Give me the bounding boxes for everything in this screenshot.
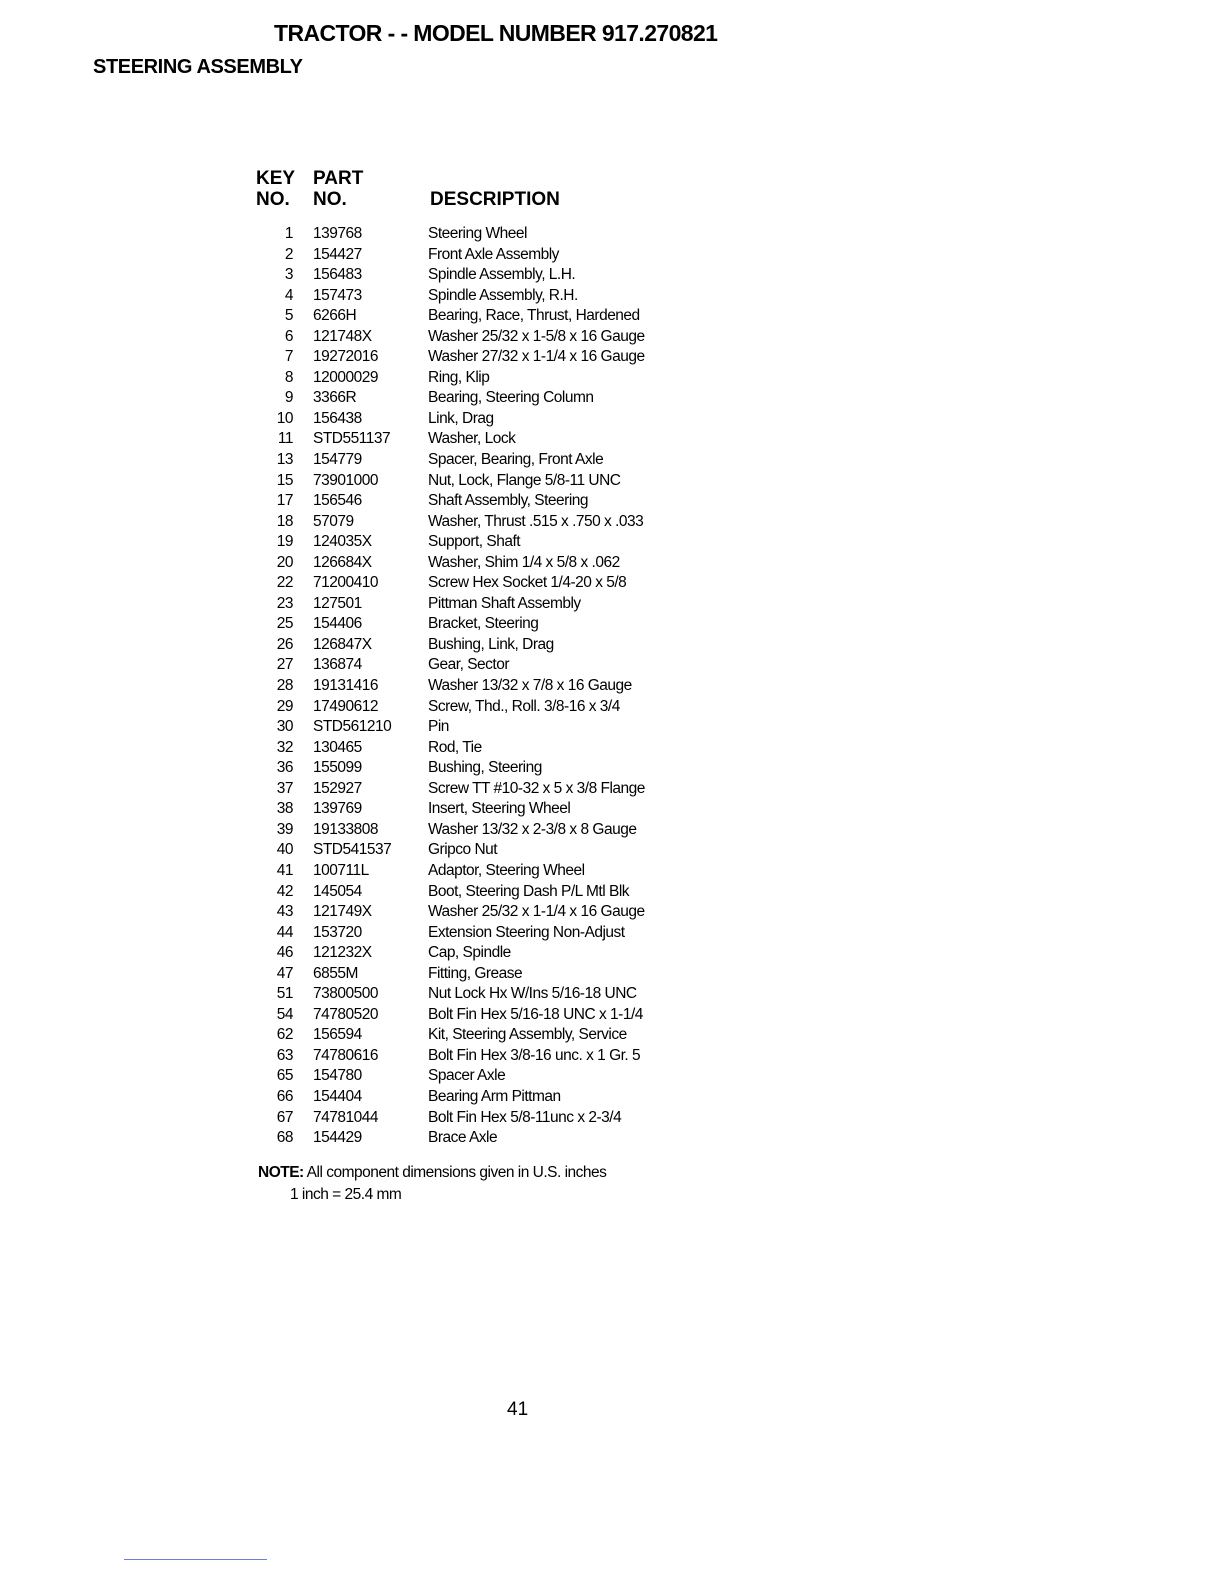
key-number: 2	[284, 245, 293, 263]
part-description: Pittman Shaft Assembly	[428, 594, 581, 612]
part-row	[250, 964, 710, 985]
key-number: 54	[276, 1005, 293, 1023]
part-row	[250, 224, 710, 245]
key-number: 18	[276, 512, 293, 530]
key-number: 36	[276, 759, 293, 777]
key-number: 4	[284, 286, 293, 304]
part-column-header	[313, 168, 363, 210]
part-number: 6266H	[313, 307, 357, 325]
part-number: 73901000	[313, 471, 378, 489]
part-description: Shaft Assembly, Steering	[428, 492, 589, 510]
part-row	[250, 532, 710, 553]
part-description: Kit, Steering Assembly, Service	[428, 1026, 627, 1044]
part-row	[250, 882, 710, 903]
key-number: 47	[276, 964, 293, 982]
part-row	[250, 573, 710, 594]
part-row	[250, 861, 710, 882]
part-number: 73800500	[313, 985, 378, 1003]
part-row	[250, 553, 710, 574]
part-description: Brace Axle	[428, 1129, 498, 1147]
part-description: Nut Lock Hx W/Ins 5/16-18 UNC	[428, 985, 637, 1003]
part-row	[250, 943, 710, 964]
parts-list	[250, 224, 710, 1149]
part-row	[250, 286, 710, 307]
part-row	[250, 614, 710, 635]
part-description: Washer 13/32 x 2-3/8 x 8 Gauge	[428, 820, 637, 838]
part-row	[250, 655, 710, 676]
part-number: 154429	[313, 1129, 362, 1147]
part-row	[250, 594, 710, 615]
part-row	[250, 1108, 710, 1129]
part-description: Link, Drag	[428, 409, 494, 427]
key-number: 32	[276, 738, 293, 756]
part-description: Gripco Nut	[428, 841, 498, 859]
part-row	[250, 347, 710, 368]
part-row	[250, 1087, 710, 1108]
part-description: Gear, Sector	[428, 656, 510, 674]
part-number: 57079	[313, 512, 354, 530]
key-number: 20	[276, 553, 293, 571]
part-number: 156438	[313, 409, 362, 427]
part-description: Front Axle Assembly	[428, 245, 559, 263]
key-number: 25	[276, 615, 293, 633]
part-row	[250, 1025, 710, 1046]
key-number: 63	[276, 1046, 293, 1064]
key-number: 51	[276, 985, 293, 1003]
key-number: 23	[276, 594, 293, 612]
note-text: All component dimensions given in U.S. inches	[306, 1164, 607, 1181]
part-number: 154427	[313, 245, 362, 263]
part-number: 154406	[313, 615, 362, 633]
part-header-line1: PART	[313, 168, 364, 189]
part-number: 156483	[313, 266, 362, 284]
part-number: 153720	[313, 923, 362, 941]
part-number: 127501	[313, 594, 362, 612]
part-row	[250, 368, 710, 389]
page-number: 41	[507, 1399, 529, 1420]
part-description: Steering Wheel	[428, 225, 527, 242]
key-number: 43	[276, 903, 293, 921]
part-description: Boot, Steering Dash P/L Mtl Blk	[428, 882, 630, 900]
part-row	[250, 1128, 710, 1149]
part-row	[250, 265, 710, 286]
part-row	[250, 902, 710, 923]
part-row	[250, 1066, 710, 1087]
key-number: 22	[276, 574, 293, 592]
part-number: 6855M	[313, 964, 358, 982]
key-number: 65	[276, 1067, 293, 1085]
key-number: 6	[284, 327, 293, 345]
part-description: Cap, Spindle	[428, 944, 511, 962]
key-number: 30	[276, 718, 293, 736]
part-number: 19131416	[313, 677, 378, 695]
part-row	[250, 306, 710, 327]
key-number: 40	[276, 841, 293, 859]
key-header-line1: KEY	[256, 168, 296, 189]
unit-conversion: 1 inch = 25.4 mm	[290, 1186, 402, 1203]
page-title: TRACTOR - - MODEL NUMBER 917.270821	[274, 20, 718, 46]
part-number: 121749X	[313, 903, 372, 921]
key-number: 38	[276, 800, 293, 818]
part-number: 12000029	[313, 368, 378, 386]
part-description: Bolt Fin Hex 3/8-16 unc. x 1 Gr. 5	[428, 1046, 641, 1064]
part-number: 124035X	[313, 533, 372, 551]
part-row	[250, 429, 710, 450]
part-description: Spacer, Bearing, Front Axle	[428, 451, 604, 469]
part-row	[250, 840, 710, 861]
part-number: 19272016	[313, 348, 378, 366]
key-column-header	[256, 168, 295, 210]
part-description: Screw Hex Socket 1/4-20 x 5/8	[428, 574, 627, 592]
footer-line	[124, 1559, 267, 1560]
part-row	[250, 388, 710, 409]
key-number: 29	[276, 697, 293, 715]
section-title: STEERING ASSEMBLY	[93, 56, 303, 78]
key-number: 66	[276, 1087, 293, 1105]
part-number: 157473	[313, 286, 362, 304]
part-number: 19133808	[313, 820, 378, 838]
part-number: 121232X	[313, 944, 372, 962]
key-number: 1	[284, 225, 293, 242]
key-number: 9	[284, 389, 293, 407]
part-description: Bearing, Steering Column	[428, 389, 594, 407]
note	[258, 1164, 606, 1182]
part-row	[250, 1046, 710, 1067]
note-label: NOTE:	[258, 1164, 304, 1181]
part-description: Washer 27/32 x 1-1/4 x 16 Gauge	[428, 348, 645, 366]
part-description: Screw TT #10-32 x 5 x 3/8 Flange	[428, 779, 645, 797]
part-number: 100711L	[313, 861, 369, 879]
part-row	[250, 717, 710, 738]
part-description: Spindle Assembly, R.H.	[428, 286, 578, 304]
part-number: 139769	[313, 800, 362, 818]
part-number: 154779	[313, 451, 362, 469]
key-number: 26	[276, 635, 293, 653]
part-description: Rod, Tie	[428, 738, 482, 756]
part-number: 74780520	[313, 1005, 378, 1023]
part-row	[250, 491, 710, 512]
key-number: 3	[284, 266, 293, 284]
key-number: 13	[276, 451, 293, 469]
part-row	[250, 779, 710, 800]
part-row	[250, 512, 710, 533]
key-number: 44	[276, 923, 293, 941]
part-description: Bolt Fin Hex 5/8-11unc x 2-3/4	[428, 1108, 622, 1126]
part-row	[250, 245, 710, 266]
part-description: Spacer Axle	[428, 1067, 506, 1085]
key-number: 17	[276, 492, 293, 510]
part-header-line2: NO.	[313, 189, 347, 210]
part-description: Washer, Thrust .515 x .750 x .033	[428, 512, 644, 530]
part-row	[250, 450, 710, 471]
part-row	[250, 984, 710, 1005]
part-description: Support, Shaft	[428, 533, 521, 551]
part-row	[250, 820, 710, 841]
part-description: Pin	[428, 718, 449, 736]
part-number: 17490612	[313, 697, 378, 715]
key-number: 46	[276, 944, 293, 962]
part-number: 126684X	[313, 553, 372, 571]
part-description: Screw, Thd., Roll. 3/8-16 x 3/4	[428, 697, 620, 715]
part-number: 71200410	[313, 574, 378, 592]
part-number: STD561210	[313, 718, 392, 736]
key-number: 41	[276, 861, 293, 879]
key-header-line2: NO.	[256, 189, 290, 210]
part-number: STD541537	[313, 841, 392, 859]
key-number: 10	[276, 409, 293, 427]
part-description: Bracket, Steering	[428, 615, 539, 633]
part-number: 136874	[313, 656, 362, 674]
part-row	[250, 1005, 710, 1026]
part-number: 156546	[313, 492, 362, 510]
part-row	[250, 409, 710, 430]
part-description: Washer 13/32 x 7/8 x 16 Gauge	[428, 677, 632, 695]
part-number: 3366R	[313, 389, 357, 407]
part-number: 156594	[313, 1026, 362, 1044]
part-description: Washer 25/32 x 1-1/4 x 16 Gauge	[428, 903, 645, 921]
part-row	[250, 697, 710, 718]
part-row	[250, 676, 710, 697]
part-number: 155099	[313, 759, 362, 777]
part-description: Ring, Klip	[428, 368, 490, 386]
part-row	[250, 635, 710, 656]
part-description: Adaptor, Steering Wheel	[428, 861, 585, 879]
part-row	[250, 327, 710, 348]
key-number: 15	[276, 471, 293, 489]
key-number: 37	[276, 779, 293, 797]
part-number: STD551137	[313, 430, 391, 448]
part-description: Bearing Arm Pittman	[428, 1087, 561, 1105]
part-description: Washer 25/32 x 1-5/8 x 16 Gauge	[428, 327, 645, 345]
part-row	[250, 738, 710, 759]
key-number: 28	[276, 677, 293, 695]
part-description: Washer, Lock	[428, 430, 516, 448]
part-number: 121748X	[313, 327, 372, 345]
part-number: 152927	[313, 779, 362, 797]
part-row	[250, 799, 710, 820]
part-number: 126847X	[313, 635, 372, 653]
key-number: 39	[276, 820, 293, 838]
key-number: 62	[276, 1026, 293, 1044]
part-number: 154780	[313, 1067, 362, 1085]
key-number: 67	[276, 1108, 293, 1126]
key-number: 42	[276, 882, 293, 900]
key-number: 7	[284, 348, 293, 366]
part-row	[250, 471, 710, 492]
part-description: Nut, Lock, Flange 5/8-11 UNC	[428, 471, 621, 489]
key-number: 27	[276, 656, 293, 674]
part-number: 154404	[313, 1087, 362, 1105]
part-number: 130465	[313, 738, 362, 756]
part-number: 145054	[313, 882, 362, 900]
part-number: 74781044	[313, 1108, 378, 1126]
part-description: Bushing, Link, Drag	[428, 635, 554, 653]
part-description: Bolt Fin Hex 5/16-18 UNC x 1-1/4	[428, 1005, 643, 1023]
key-number: 19	[276, 533, 293, 551]
part-description: Washer, Shim 1/4 x 5/8 x .062	[428, 553, 620, 571]
part-row	[250, 923, 710, 944]
part-row	[250, 758, 710, 779]
key-number: 11	[277, 430, 293, 448]
part-number: 139768	[313, 225, 362, 242]
part-description: Bushing, Steering	[428, 759, 542, 777]
part-description: Insert, Steering Wheel	[428, 800, 571, 818]
part-number: 74780616	[313, 1046, 378, 1064]
description-column-header: DESCRIPTION	[430, 189, 560, 210]
key-number: 8	[284, 368, 293, 386]
key-number: 5	[284, 307, 293, 325]
part-description: Bearing, Race, Thrust, Hardened	[428, 307, 640, 325]
part-description: Extension Steering Non-Adjust	[428, 923, 625, 941]
part-description: Spindle Assembly, L.H.	[428, 266, 576, 284]
part-description: Fitting, Grease	[428, 964, 523, 982]
key-number: 68	[276, 1129, 293, 1147]
